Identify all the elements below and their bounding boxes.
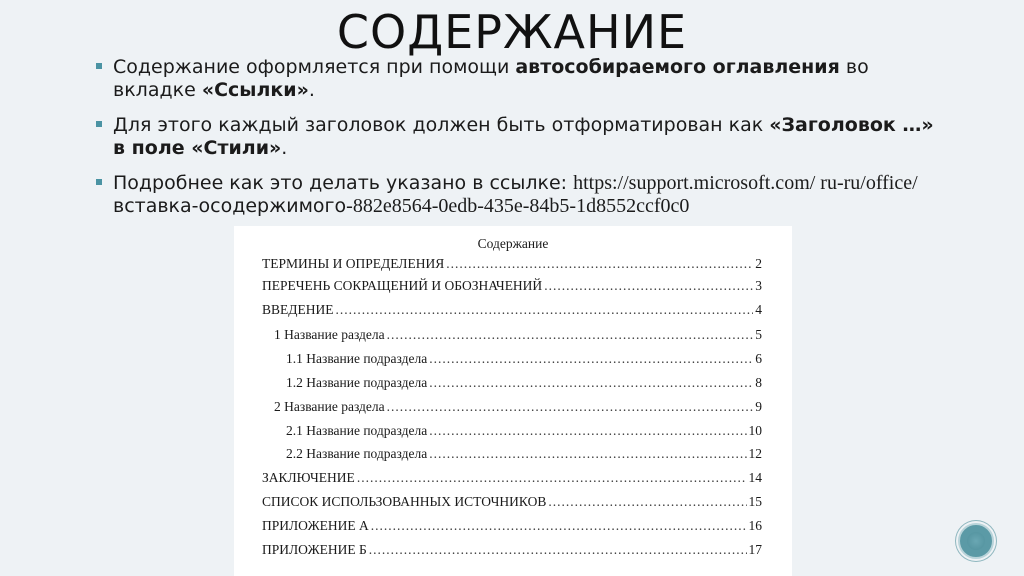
- toc-dots: [446, 256, 753, 272]
- toc-page: 14: [748, 470, 762, 485]
- bullet-item: [96, 114, 936, 160]
- toc-dots: [387, 327, 754, 343]
- bullet-bold-text: «Заголовок …» в поле «Стили»: [113, 114, 934, 159]
- toc-page: 15: [748, 494, 762, 509]
- toc-row: [262, 302, 762, 318]
- toc-dots: [429, 351, 753, 367]
- toc-row: [262, 256, 762, 272]
- toc-dots: [548, 494, 746, 510]
- toc-page: 3: [755, 278, 762, 293]
- toc-label: ПРИЛОЖЕНИЕ А: [262, 518, 369, 533]
- bullet-square-icon: [96, 121, 102, 127]
- toc-row: [274, 327, 762, 343]
- toc-dots: [429, 446, 746, 462]
- toc-dots: [369, 542, 747, 558]
- toc-row: [286, 423, 762, 439]
- bullet-bold-text: автособираемого оглавления: [515, 56, 840, 78]
- toc-page: 6: [755, 351, 762, 366]
- toc-page: 5: [755, 327, 762, 342]
- toc-dots: [387, 399, 754, 415]
- toc-label: ЗАКЛЮЧЕНИЕ: [262, 470, 355, 485]
- toc-page: 8: [755, 375, 762, 390]
- link-text: -882e8564-0edb-435e-84b5-1d8552ccf0c0: [346, 195, 690, 217]
- toc-label: 2 Название раздела: [274, 399, 385, 414]
- bullet-square-icon: [96, 179, 102, 185]
- toc-page: 9: [755, 399, 762, 414]
- bullet-text: Содержание оформляется при помощи: [113, 56, 516, 78]
- bullet-list: [96, 56, 936, 230]
- slide-nav-button[interactable]: [958, 523, 994, 559]
- toc-dots: [544, 278, 753, 294]
- bullet-item: [96, 172, 936, 218]
- toc-dots: [357, 470, 747, 486]
- toc-heading: Содержание: [477, 236, 549, 251]
- toc-row: [262, 494, 762, 510]
- document-screenshot: [234, 226, 792, 576]
- bullet-bold-text: «Ссылки»: [201, 79, 309, 101]
- toc-page: 10: [748, 423, 762, 438]
- toc-dots: [429, 375, 753, 391]
- toc-row: [286, 351, 762, 367]
- link-text: содержимого: [210, 195, 347, 217]
- toc-page: 16: [748, 518, 762, 533]
- toc-row: [286, 446, 762, 462]
- toc-label: ВВЕДЕНИЕ: [262, 302, 334, 317]
- bullet-square-icon: [96, 63, 102, 69]
- link-text: https://support.microsoft.com/ ru-ru/office/: [573, 172, 918, 194]
- bullet-text: .: [281, 137, 288, 159]
- bullet-text: во вкладке: [113, 56, 869, 101]
- toc-label: ПЕРЕЧЕНЬ СОКРАЩЕНИЙ И ОБОЗНАЧЕНИЙ: [262, 278, 543, 293]
- toc-label: 1.1 Название подраздела: [286, 351, 428, 366]
- toc-label: 1 Название раздела: [274, 327, 385, 342]
- bullet-text: Для этого каждый заголовок должен быть отформатирован как: [113, 114, 770, 136]
- toc-label: СПИСОК ИСПОЛЬЗОВАННЫХ ИСТОЧНИКОВ: [262, 494, 547, 509]
- toc-row: [262, 518, 762, 534]
- link-text: о: [198, 195, 211, 217]
- toc-label: 2.1 Название подраздела: [286, 423, 428, 438]
- slide-title: СОДЕРЖАНИЕ: [336, 5, 688, 59]
- link-text: вставка-: [113, 195, 199, 217]
- toc-dots: [335, 302, 753, 318]
- toc-label: 2.2 Название подраздела: [286, 446, 428, 461]
- toc-page: 4: [755, 302, 762, 317]
- toc-label: 1.2 Название подраздела: [286, 375, 428, 390]
- toc-dots: [371, 518, 747, 534]
- toc-row: [262, 542, 762, 558]
- bullet-text: .: [308, 79, 315, 101]
- toc-row: [262, 470, 762, 486]
- toc-label: ПРИЛОЖЕНИЕ Б: [262, 542, 367, 557]
- toc-row: [262, 278, 762, 294]
- bullet-text: Подробнее как это делать указано в ссылке:: [113, 172, 574, 194]
- toc-page: 2: [755, 256, 762, 271]
- toc-dots: [429, 423, 746, 439]
- toc-row: [274, 399, 762, 415]
- toc-page: 17: [748, 542, 762, 557]
- toc-row: [286, 375, 762, 391]
- toc-page: 12: [748, 446, 762, 461]
- toc-label: ТЕРМИНЫ И ОПРЕДЕЛЕНИЯ: [262, 256, 445, 271]
- bullet-item: [96, 56, 936, 102]
